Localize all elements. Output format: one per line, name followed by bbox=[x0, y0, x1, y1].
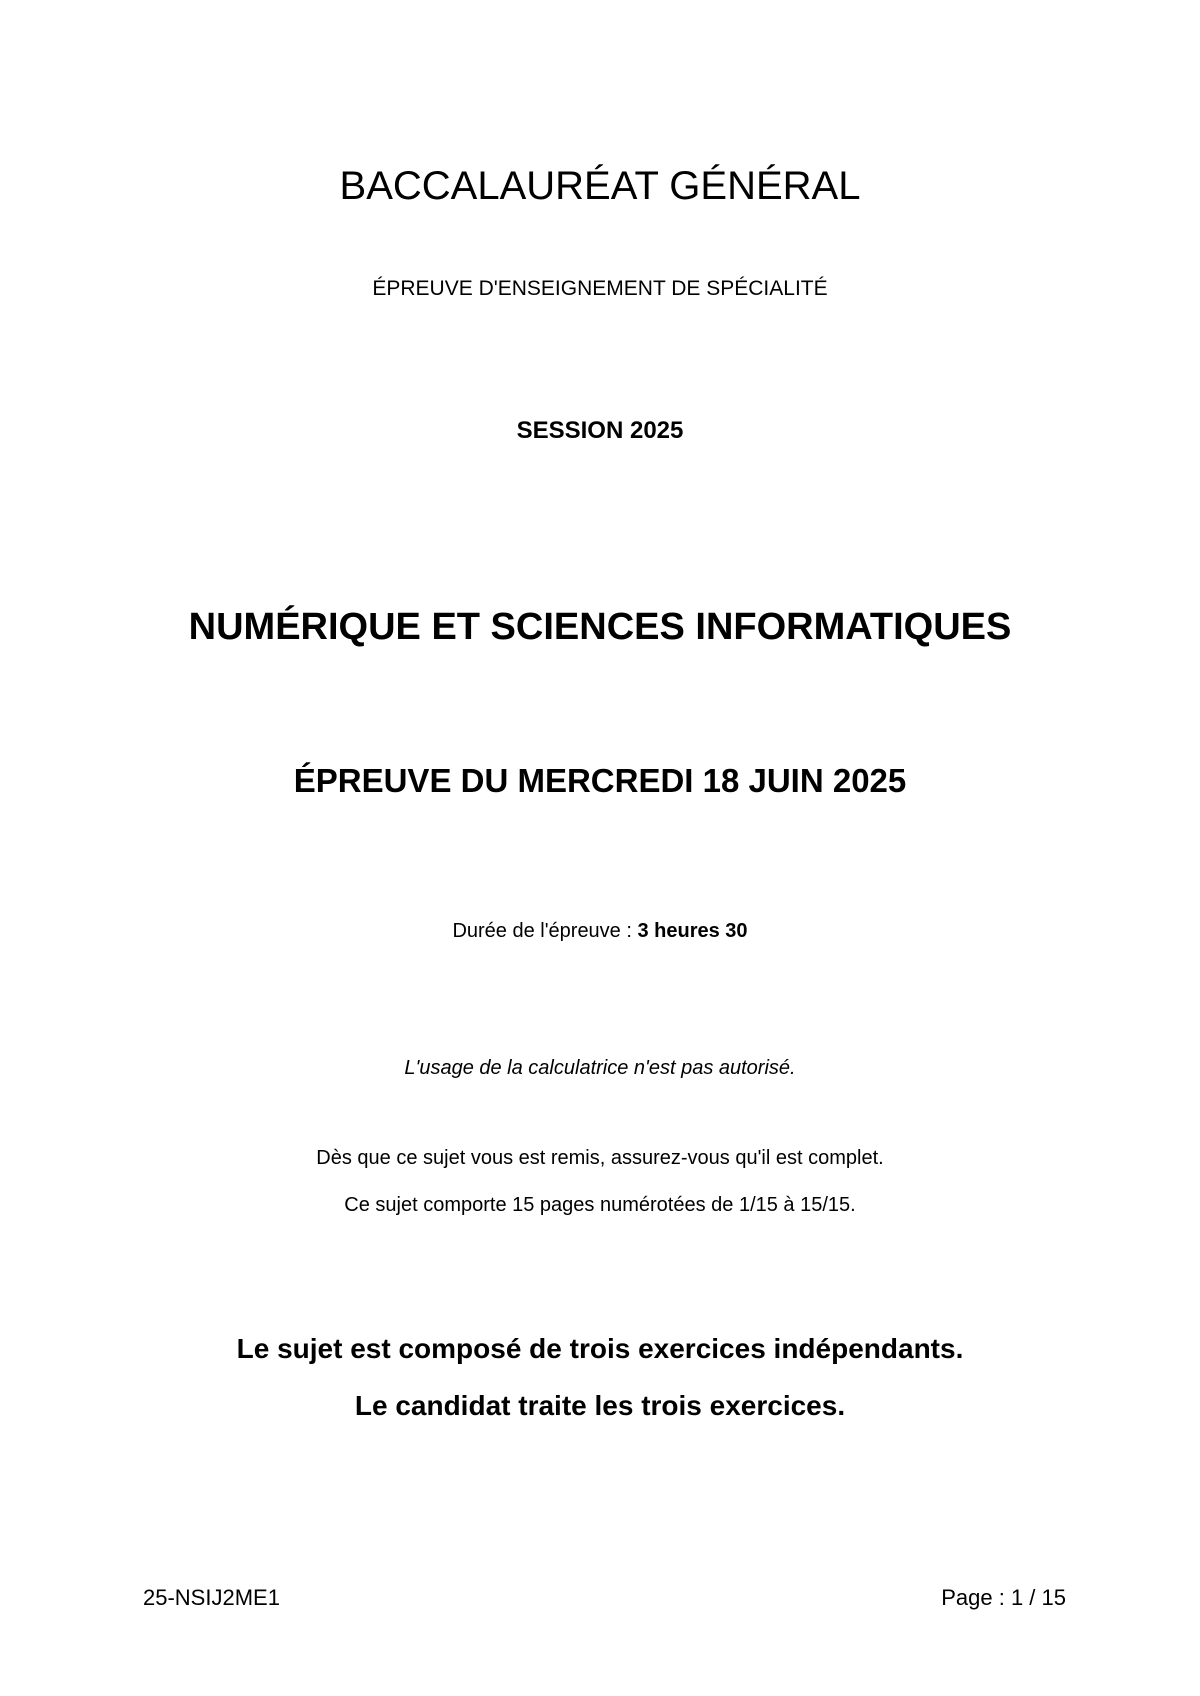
session-label: SESSION 2025 bbox=[516, 417, 684, 444]
calculator-notice: L'usage de la calculatrice n'est pas autorisé. bbox=[404, 1057, 796, 1079]
subject-title: NUMÉRIQUE ET SCIENCES INFORMATIQUES bbox=[188, 606, 1012, 648]
footer-subject-code: 25-NSIJ2ME1 bbox=[143, 1585, 280, 1610]
exam-kind-subtitle: ÉPREUVE D'ENSEIGNEMENT DE SPÉCIALITÉ bbox=[372, 277, 828, 300]
exam-type-title: BACCALAURÉAT GÉNÉRAL bbox=[339, 164, 861, 208]
exercises-instruction: Le candidat traite les trois exercices. bbox=[354, 1390, 846, 1421]
completeness-notice: Dès que ce sujet vous est remis, assurez-vous qu'il est complet. bbox=[316, 1147, 884, 1169]
duration-value: 3 heures 30 bbox=[637, 920, 748, 942]
pages-info: Ce sujet comporte 15 pages numérotées de 1/15 à 15/15. bbox=[344, 1194, 856, 1216]
duration-line bbox=[0, 920, 1200, 943]
duration-label: Durée de l'épreuve : bbox=[452, 920, 638, 942]
exercises-composition: Le sujet est composé de trois exercices indépendants. bbox=[236, 1333, 964, 1364]
exam-date: ÉPREUVE DU MERCREDI 18 JUIN 2025 bbox=[293, 762, 907, 799]
footer-page-number: Page : 1 / 15 bbox=[941, 1585, 1066, 1610]
